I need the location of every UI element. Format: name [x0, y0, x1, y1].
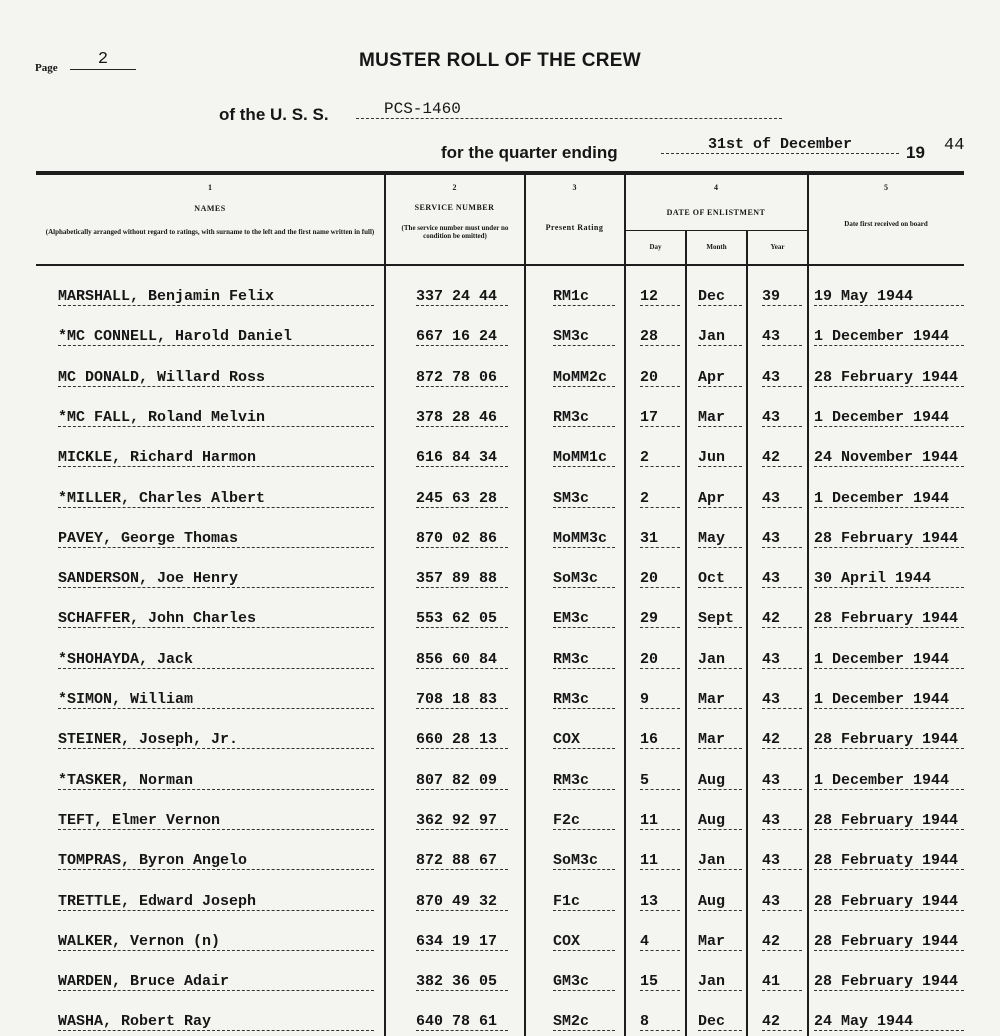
col4-day: Day	[649, 243, 662, 251]
enlist-month: Mar	[698, 731, 742, 749]
enlist-month: Aug	[698, 893, 742, 911]
col4-title: DATE OF ENLISTMENT	[666, 208, 766, 217]
present-rating: RM3c	[553, 651, 615, 669]
crew-name: *SIMON, William	[58, 691, 374, 709]
column-divider	[524, 171, 526, 1036]
enlist-year: 43	[762, 570, 802, 588]
enlist-day: 8	[640, 1013, 680, 1031]
date-received: 30 April 1944	[814, 570, 964, 588]
service-number: 337 24 44	[416, 288, 508, 306]
quarter-value: 31st of December	[661, 136, 899, 154]
enlist-day: 11	[640, 852, 680, 870]
enlist-month: Apr	[698, 369, 742, 387]
crew-name: *MC CONNELL, Harold Daniel	[58, 328, 374, 346]
enlist-month: Jan	[698, 328, 742, 346]
date-received: 28 February 1944	[814, 933, 964, 951]
service-number: 362 92 97	[416, 812, 508, 830]
service-number: 872 88 67	[416, 852, 508, 870]
enlist-day: 2	[640, 490, 680, 508]
enlist-month: Dec	[698, 1013, 742, 1031]
service-number: 634 19 17	[416, 933, 508, 951]
service-number: 708 18 83	[416, 691, 508, 709]
column-divider	[384, 171, 386, 1036]
col4-month: Month	[706, 243, 727, 251]
enlist-day: 13	[640, 893, 680, 911]
present-rating: F1c	[553, 893, 615, 911]
enlist-month: Apr	[698, 490, 742, 508]
enlist-year: 43	[762, 409, 802, 427]
ship-name: PCS-1460	[356, 100, 782, 119]
ship-label: of the U. S. S.	[219, 105, 329, 124]
page-number: 2	[70, 50, 136, 70]
col2-number: 2	[452, 183, 457, 192]
enlist-day: 17	[640, 409, 680, 427]
present-rating: MoMM3c	[553, 530, 615, 548]
column-divider	[624, 171, 626, 1036]
date-received: 24 May 1944	[814, 1013, 964, 1031]
crew-name: STEINER, Joseph, Jr.	[58, 731, 374, 749]
year-prefix: 19	[906, 143, 925, 162]
service-number: 553 62 05	[416, 610, 508, 628]
service-number: 357 89 88	[416, 570, 508, 588]
page-label: Page	[35, 62, 58, 74]
col5-number: 5	[884, 183, 888, 192]
service-number: 660 28 13	[416, 731, 508, 749]
date-received: 28 February 1944	[814, 610, 964, 628]
service-number: 667 16 24	[416, 328, 508, 346]
enlist-day: 31	[640, 530, 680, 548]
service-number: 872 78 06	[416, 369, 508, 387]
service-number: 378 28 46	[416, 409, 508, 427]
date-received: 28 February 1944	[814, 731, 964, 749]
date-received: 19 May 1944	[814, 288, 964, 306]
date-received: 1 December 1944	[814, 328, 964, 346]
enlist-year: 43	[762, 812, 802, 830]
date-received: 28 February 1944	[814, 893, 964, 911]
enlist-month: Mar	[698, 409, 742, 427]
enlist-year: 43	[762, 852, 802, 870]
enlist-day: 20	[640, 570, 680, 588]
table-header-rule	[36, 264, 964, 266]
crew-name: *MILLER, Charles Albert	[58, 490, 374, 508]
crew-name: WASHA, Robert Ray	[58, 1013, 374, 1031]
present-rating: SM3c	[553, 490, 615, 508]
enlist-month: Aug	[698, 812, 742, 830]
present-rating: SM2c	[553, 1013, 615, 1031]
service-number: 870 49 32	[416, 893, 508, 911]
enlist-day: 20	[640, 651, 680, 669]
table-top-rule	[36, 171, 964, 175]
column-divider	[807, 171, 809, 1036]
enlist-year: 42	[762, 731, 802, 749]
date-received: 1 December 1944	[814, 651, 964, 669]
date-received: 24 November 1944	[814, 449, 964, 467]
col2-subtitle: (The service number must under no condition be omitted)	[401, 224, 509, 240]
crew-name: PAVEY, George Thomas	[58, 530, 374, 548]
col3-number: 3	[572, 183, 577, 192]
service-number: 856 60 84	[416, 651, 508, 669]
present-rating: RM3c	[553, 409, 615, 427]
enlist-year: 43	[762, 651, 802, 669]
present-rating: SM3c	[553, 328, 615, 346]
enlist-year: 42	[762, 610, 802, 628]
date-received: 1 December 1944	[814, 772, 964, 790]
enlist-month: Jan	[698, 852, 742, 870]
enlist-month: Jun	[698, 449, 742, 467]
enlist-month: Oct	[698, 570, 742, 588]
enlist-year: 43	[762, 691, 802, 709]
enlist-year: 43	[762, 328, 802, 346]
enlist-year: 42	[762, 1013, 802, 1031]
present-rating: COX	[553, 731, 615, 749]
enlist-year: 42	[762, 449, 802, 467]
col2-title: SERVICE NUMBER	[414, 203, 495, 212]
date-received: 28 February 1944	[814, 973, 964, 991]
page-title: MUSTER ROLL OF THE CREW	[358, 50, 642, 71]
crew-name: TOMPRAS, Byron Angelo	[58, 852, 374, 870]
enlist-year: 43	[762, 893, 802, 911]
date-received: 28 February 1944	[814, 369, 964, 387]
enlist-day: 20	[640, 369, 680, 387]
crew-name: *SHOHAYDA, Jack	[58, 651, 374, 669]
enlist-day: 9	[640, 691, 680, 709]
date-received: 1 December 1944	[814, 691, 964, 709]
present-rating: GM3c	[553, 973, 615, 991]
col1-subtitle: (Alphabetically arranged without regard to ratings, with surname to the left and the first name written in full)	[45, 228, 375, 236]
enlist-year: 43	[762, 490, 802, 508]
service-number: 870 02 86	[416, 530, 508, 548]
present-rating: RM3c	[553, 691, 615, 709]
crew-name: WARDEN, Bruce Adair	[58, 973, 374, 991]
date-received: 1 December 1944	[814, 490, 964, 508]
present-rating: EM3c	[553, 610, 615, 628]
column-divider	[746, 230, 748, 1036]
enlist-month: Aug	[698, 772, 742, 790]
service-number: 616 84 34	[416, 449, 508, 467]
present-rating: RM1c	[553, 288, 615, 306]
service-number: 640 78 61	[416, 1013, 508, 1031]
enlist-month: Mar	[698, 691, 742, 709]
service-number: 382 36 05	[416, 973, 508, 991]
enlist-day: 29	[640, 610, 680, 628]
enlist-day: 12	[640, 288, 680, 306]
present-rating: F2c	[553, 812, 615, 830]
crew-name: SANDERSON, Joe Henry	[58, 570, 374, 588]
present-rating: MoMM1c	[553, 449, 615, 467]
crew-name: MC DONALD, Willard Ross	[58, 369, 374, 387]
enlist-year: 42	[762, 933, 802, 951]
crew-name: *MC FALL, Roland Melvin	[58, 409, 374, 427]
col3-title: Present Rating	[545, 223, 604, 232]
col4-number: 4	[714, 183, 718, 192]
present-rating: SoM3c	[553, 852, 615, 870]
enlist-day: 2	[640, 449, 680, 467]
date-received: 28 Februaty 1944	[814, 852, 964, 870]
present-rating: SoM3c	[553, 570, 615, 588]
enlist-month: Mar	[698, 933, 742, 951]
enlist-month: Jan	[698, 651, 742, 669]
enlist-day: 15	[640, 973, 680, 991]
enlistment-subrule	[624, 230, 808, 231]
crew-name: TEFT, Elmer Vernon	[58, 812, 374, 830]
crew-name: TRETTLE, Edward Joseph	[58, 893, 374, 911]
crew-name: MICKLE, Richard Harmon	[58, 449, 374, 467]
enlist-month: Jan	[698, 973, 742, 991]
enlist-month: May	[698, 530, 742, 548]
enlist-day: 4	[640, 933, 680, 951]
present-rating: RM3c	[553, 772, 615, 790]
crew-name: MARSHALL, Benjamin Felix	[58, 288, 374, 306]
enlist-day: 11	[640, 812, 680, 830]
present-rating: COX	[553, 933, 615, 951]
col5-title: Date first received on board	[844, 220, 928, 228]
crew-name: *TASKER, Norman	[58, 772, 374, 790]
col1-number: 1	[208, 183, 212, 192]
date-received: 28 February 1944	[814, 812, 964, 830]
enlist-day: 16	[640, 731, 680, 749]
enlist-month: Sept	[698, 610, 742, 628]
present-rating: MoMM2c	[553, 369, 615, 387]
service-number: 245 63 28	[416, 490, 508, 508]
enlist-day: 5	[640, 772, 680, 790]
year-suffix: 44	[944, 136, 965, 155]
quarter-label: for the quarter ending	[441, 143, 618, 162]
date-received: 1 December 1944	[814, 409, 964, 427]
enlist-year: 43	[762, 772, 802, 790]
enlist-year: 39	[762, 288, 802, 306]
col4-year: Year	[770, 243, 785, 251]
column-divider	[685, 230, 687, 1036]
enlist-year: 43	[762, 530, 802, 548]
enlist-year: 43	[762, 369, 802, 387]
enlist-month: Dec	[698, 288, 742, 306]
service-number: 807 82 09	[416, 772, 508, 790]
date-received: 28 February 1944	[814, 530, 964, 548]
crew-name: WALKER, Vernon (n)	[58, 933, 374, 951]
enlist-day: 28	[640, 328, 680, 346]
enlist-year: 41	[762, 973, 802, 991]
crew-name: SCHAFFER, John Charles	[58, 610, 374, 628]
col1-title: NAMES	[194, 204, 226, 213]
